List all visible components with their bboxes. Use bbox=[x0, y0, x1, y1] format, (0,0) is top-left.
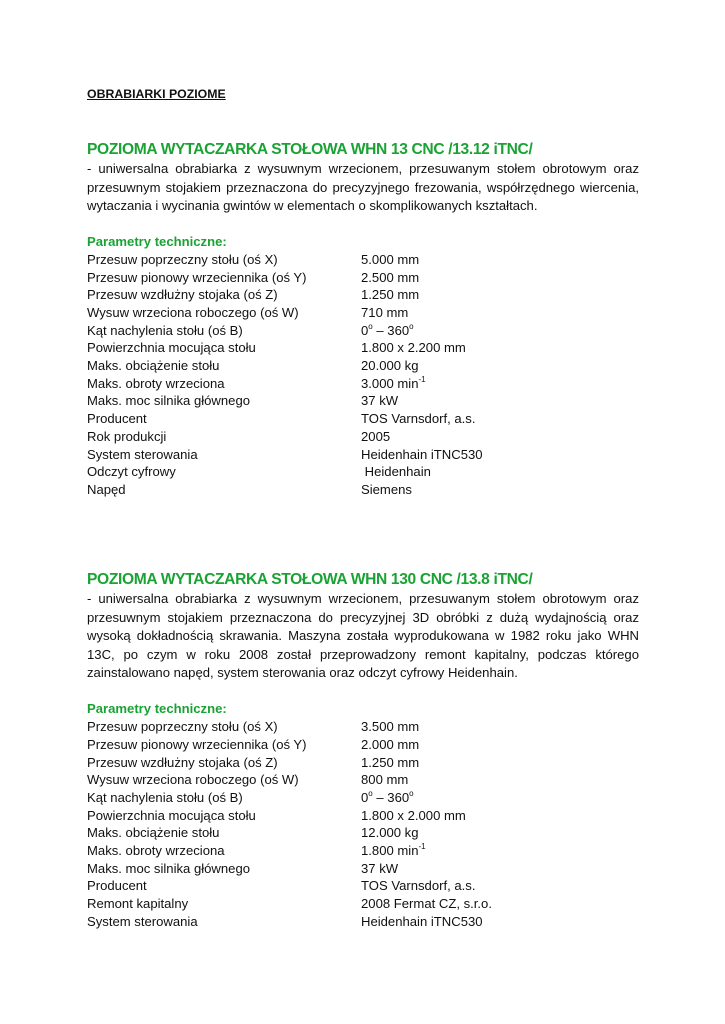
description-line: wytaczania i wycinania gwintów w elementach o skomplikowanych kształtach. bbox=[87, 198, 538, 214]
param-label: Przesuw pionowy wrzeciennika (oś Y) bbox=[87, 269, 307, 285]
param-row bbox=[87, 860, 639, 878]
param-value bbox=[361, 304, 639, 322]
machine-description bbox=[87, 160, 639, 216]
param-value bbox=[361, 269, 639, 287]
param-value-text: TOS Varnsdorf, a.s. bbox=[361, 878, 476, 894]
param-value-superscript: -1 bbox=[418, 374, 426, 384]
param-label: Kąt nachylenia stołu (oś B) bbox=[87, 789, 243, 805]
param-label: Maks. obroty wrzeciona bbox=[87, 842, 225, 858]
param-row bbox=[87, 754, 639, 772]
param-value-text: 1.800 x 2.000 mm bbox=[361, 807, 466, 823]
param-value bbox=[361, 392, 639, 410]
description-line: zainstalowano napęd, system sterowania oraz odczyt cyfrowy Heidenhain. bbox=[87, 665, 518, 681]
param-row bbox=[87, 304, 639, 322]
param-value bbox=[361, 463, 639, 481]
param-label: Maks. obroty wrzeciona bbox=[87, 375, 225, 391]
param-value bbox=[361, 736, 639, 754]
param-value-text: 2005 bbox=[361, 428, 391, 444]
param-value bbox=[361, 913, 639, 931]
section-title: OBRABIARKI POZIOME bbox=[87, 87, 226, 101]
param-value bbox=[361, 877, 639, 895]
param-value bbox=[361, 251, 639, 269]
description-line: wysoką dokładnością skrawania. Maszyna została wyprodukowana w 1982 roku jako WHN bbox=[87, 628, 639, 644]
param-label: Powierzchnia mocująca stołu bbox=[87, 807, 256, 823]
param-value-text: 12.000 kg bbox=[361, 825, 419, 841]
param-row bbox=[87, 736, 639, 754]
param-value-text: 37 kW bbox=[361, 860, 399, 876]
param-row bbox=[87, 410, 639, 428]
param-label: Wysuw wrzeciona roboczego (oś W) bbox=[87, 772, 299, 788]
param-value bbox=[361, 824, 639, 842]
param-label: Odczyt cyfrowy bbox=[87, 464, 176, 480]
param-value bbox=[361, 895, 639, 913]
param-label: Powierzchnia mocująca stołu bbox=[87, 340, 256, 356]
param-value-text: Siemens bbox=[361, 481, 412, 497]
machine-section bbox=[87, 570, 639, 930]
param-label: Przesuw wzdłużny stojaka (oś Z) bbox=[87, 287, 278, 303]
param-value-superscript: -1 bbox=[418, 841, 426, 851]
param-value bbox=[361, 842, 639, 860]
param-label: Kąt nachylenia stołu (oś B) bbox=[87, 322, 243, 338]
param-row bbox=[87, 718, 639, 736]
param-label: Przesuw pionowy wrzeciennika (oś Y) bbox=[87, 736, 307, 752]
param-row bbox=[87, 286, 639, 304]
param-value-text: 1.800 min bbox=[361, 842, 419, 858]
params-title: Parametry techniczne: bbox=[87, 234, 227, 250]
params-list bbox=[87, 718, 639, 930]
param-value-text: 0 bbox=[361, 789, 369, 805]
param-label: Przesuw poprzeczny stołu (oś X) bbox=[87, 251, 278, 267]
param-label: Rok produkcji bbox=[87, 428, 167, 444]
param-label: Producent bbox=[87, 878, 147, 894]
param-value bbox=[361, 357, 639, 375]
param-value-text: 1.800 x 2.200 mm bbox=[361, 340, 466, 356]
param-value-text: 800 mm bbox=[361, 772, 409, 788]
machine-section bbox=[87, 140, 639, 499]
param-label: System sterowania bbox=[87, 446, 198, 462]
param-row bbox=[87, 789, 639, 807]
param-label: Przesuw poprzeczny stołu (oś X) bbox=[87, 719, 278, 735]
param-value bbox=[361, 322, 639, 340]
param-value-text: 1.250 mm bbox=[361, 754, 420, 770]
machine-description bbox=[87, 590, 639, 683]
param-row bbox=[87, 428, 639, 446]
param-row bbox=[87, 463, 639, 481]
param-row bbox=[87, 807, 639, 825]
param-value-text: 3.500 mm bbox=[361, 719, 420, 735]
param-value-text: 2.000 mm bbox=[361, 736, 420, 752]
param-row bbox=[87, 446, 639, 464]
param-row bbox=[87, 895, 639, 913]
param-row bbox=[87, 251, 639, 269]
param-row bbox=[87, 913, 639, 931]
param-value bbox=[361, 718, 639, 736]
param-value-text: Heidenhain iTNC530 bbox=[361, 446, 483, 462]
param-value-text: 2008 Fermat CZ, s.r.o. bbox=[361, 896, 492, 912]
param-value-text: Heidenhain bbox=[361, 464, 431, 480]
params-list bbox=[87, 251, 639, 499]
param-value bbox=[361, 446, 639, 464]
description-line: przesuwnym stojakiem przeznaczona do precyzyjnej 3D obróbki z dużą wydajnością oraz bbox=[87, 609, 639, 625]
param-value-text: 1.250 mm bbox=[361, 287, 420, 303]
param-value-superscript: o bbox=[368, 788, 373, 798]
param-label: Maks. obciążenie stołu bbox=[87, 825, 220, 841]
param-value-text: – 360 bbox=[372, 789, 410, 805]
param-value bbox=[361, 339, 639, 357]
param-value-text: TOS Varnsdorf, a.s. bbox=[361, 411, 476, 427]
params-title: Parametry techniczne: bbox=[87, 701, 227, 717]
description-line: - uniwersalna obrabiarka z wysuwnym wrzecionem, przesuwanym stołem obrotowym oraz bbox=[87, 591, 639, 606]
param-value-text: 20.000 kg bbox=[361, 358, 419, 374]
param-row bbox=[87, 339, 639, 357]
param-value bbox=[361, 428, 639, 446]
param-row bbox=[87, 357, 639, 375]
param-value-superscript: o bbox=[368, 321, 373, 331]
param-label: System sterowania bbox=[87, 913, 198, 929]
param-label: Maks. moc silnika głównego bbox=[87, 393, 251, 409]
description-line: przesuwnym stojakiem przeznaczona do precyzyjnego frezowania, współrzędnego wiercenia, bbox=[87, 179, 639, 195]
param-label: Maks. moc silnika głównego bbox=[87, 860, 251, 876]
param-value bbox=[361, 860, 639, 878]
param-value bbox=[361, 410, 639, 428]
param-value-text: 710 mm bbox=[361, 305, 409, 321]
param-row bbox=[87, 322, 639, 340]
param-label: Napęd bbox=[87, 481, 126, 497]
param-row bbox=[87, 842, 639, 860]
description-line: - uniwersalna obrabiarka z wysuwnym wrzecionem, przesuwanym stołem obrotowym oraz bbox=[87, 161, 639, 176]
param-label: Maks. obciążenie stołu bbox=[87, 358, 220, 374]
param-value-text: 0 bbox=[361, 322, 369, 338]
param-value-text: Heidenhain iTNC530 bbox=[361, 913, 483, 929]
param-row bbox=[87, 877, 639, 895]
param-value bbox=[361, 807, 639, 825]
param-value bbox=[361, 481, 639, 499]
param-row bbox=[87, 375, 639, 393]
param-value-text: – 360 bbox=[372, 322, 410, 338]
param-label: Przesuw wzdłużny stojaka (oś Z) bbox=[87, 754, 278, 770]
param-value bbox=[361, 286, 639, 304]
param-value-text: 5.000 mm bbox=[361, 251, 420, 267]
param-value bbox=[361, 789, 639, 807]
param-value-text: 3.000 min bbox=[361, 375, 419, 391]
param-label: Wysuw wrzeciona roboczego (oś W) bbox=[87, 305, 299, 321]
param-row bbox=[87, 481, 639, 499]
param-row bbox=[87, 771, 639, 789]
param-value bbox=[361, 375, 639, 393]
param-row bbox=[87, 269, 639, 287]
param-value bbox=[361, 754, 639, 772]
param-label: Producent bbox=[87, 411, 147, 427]
param-value-superscript: o bbox=[409, 321, 414, 331]
param-row bbox=[87, 392, 639, 410]
param-value-superscript: o bbox=[409, 788, 414, 798]
description-line: 13C, po czym w roku 2008 został przeprowadzony remont kapitalny, podczas którego bbox=[87, 646, 639, 662]
param-value-text: 37 kW bbox=[361, 393, 399, 409]
param-value-text: 2.500 mm bbox=[361, 269, 420, 285]
param-value bbox=[361, 771, 639, 789]
param-row bbox=[87, 824, 639, 842]
machine-title: POZIOMA WYTACZARKA STOŁOWA WHN 13 CNC /13.12 iTNC/ bbox=[87, 141, 533, 158]
machine-title: POZIOMA WYTACZARKA STOŁOWA WHN 130 CNC /13.8 iTNC/ bbox=[87, 571, 533, 588]
param-label: Remont kapitalny bbox=[87, 896, 189, 912]
